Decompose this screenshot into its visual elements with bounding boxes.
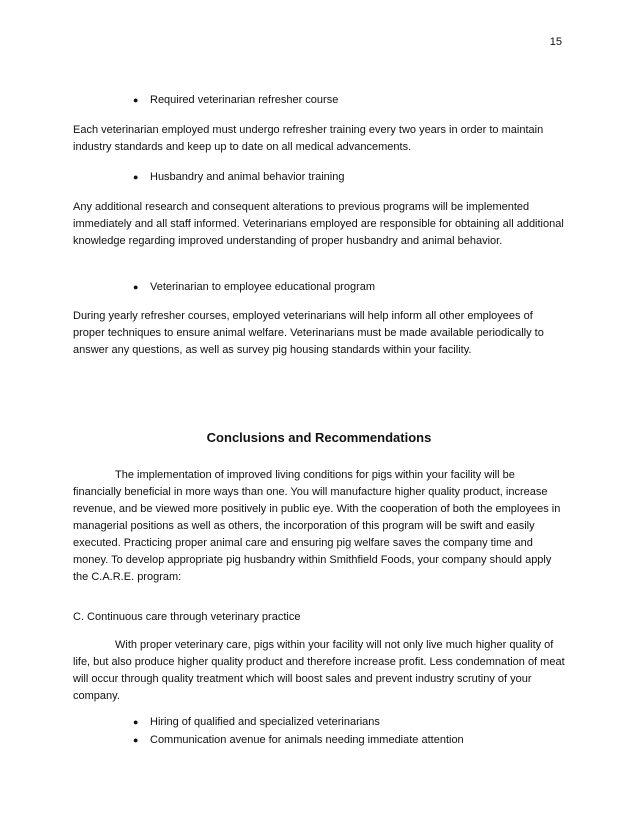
section-heading: Conclusions and Recommendations <box>206 430 432 445</box>
bullet-item <box>133 732 464 749</box>
bullet-text: Communication avenue for animals needing immediate attention <box>150 734 464 746</box>
page-number: 15 <box>549 36 562 48</box>
bullet-icon: ● <box>133 282 139 292</box>
paragraph: Each veterinarian employed must undergo refresher training every two years in order to maintain industry standards and keep up to date on all medical advancements. <box>73 124 544 153</box>
paragraph: During yearly refresher courses, employed veterinarians will help inform all other employees of proper techniques to ensure animal welfare. Veterinarians must be made available periodically to answer any questions, as well as survey pig housing standards within your facility. <box>73 310 544 356</box>
bullet-text: Veterinarian to employee educational program <box>150 281 376 293</box>
paragraph: With proper veterinary care, pigs within your facility will not only live much higher quality of life, but also produce higher quality product and therefore increase profit. Less condemnation of meat will occur through quality treatment which will boost sales and prevent industry scrutiny of your company. <box>73 639 565 702</box>
bullet-icon: ● <box>133 717 139 727</box>
subsection-heading: C. Continuous care through veterinary practice <box>73 611 301 623</box>
bullet-item <box>133 714 380 731</box>
bullet-item <box>133 279 375 296</box>
bullet-item <box>133 169 344 186</box>
bullet-text: Required veterinarian refresher course <box>150 94 339 106</box>
paragraph: Any additional research and consequent alterations to previous programs will be implemented immediately and all staff informed. Veterinarians employed are responsible for obtaining all additional knowledge regarding improved understanding of proper husbandry and animal behavior. <box>73 201 564 247</box>
paragraph: The implementation of improved living conditions for pigs within your facility will be financially beneficial in more ways than one. You will manufacture higher quality product, increase revenue, and be viewed more positively in public eye. With the cooperation of both the employees in managerial positions as well as others, the incorporation of this program will be swift and easily executed. Practicing proper animal care and ensuring pig welfare saves the company time and money. To develop appropriate pig husbandry within Smithfield Foods, your company should apply the C.A.R.E. program: <box>73 469 561 583</box>
bullet-text: Husbandry and animal behavior training <box>150 171 345 183</box>
bullet-text: Hiring of qualified and specialized veterinarians <box>150 716 380 728</box>
bullet-icon: ● <box>133 95 139 105</box>
bullet-icon: ● <box>133 735 139 745</box>
bullet-item <box>133 92 338 109</box>
bullet-icon: ● <box>133 172 139 182</box>
